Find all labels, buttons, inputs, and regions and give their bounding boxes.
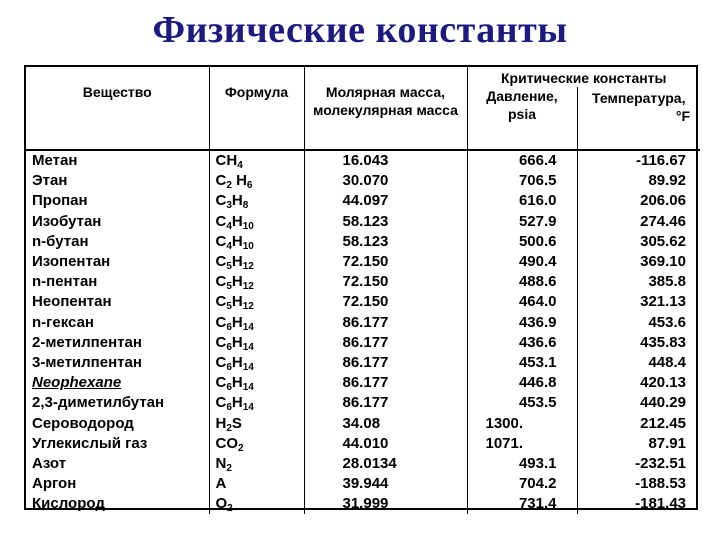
table-row xyxy=(26,150,700,171)
substance-name: n-гексан xyxy=(26,313,209,333)
molar-mass-value: 44.010 xyxy=(304,434,467,454)
formula-cell xyxy=(209,474,304,494)
table-row xyxy=(26,474,700,494)
header-substance: Вещество xyxy=(26,67,209,150)
formula-element: H xyxy=(215,414,227,432)
formula-element: C xyxy=(215,374,227,392)
formula-element: H xyxy=(226,152,238,170)
temperature-value: 321.13 xyxy=(640,293,686,311)
formula-subscript: 12 xyxy=(242,301,254,313)
table-row xyxy=(26,313,700,333)
molar-mass-value: 28.0134 xyxy=(304,454,467,474)
table-row xyxy=(26,292,700,312)
formula-subscript: 14 xyxy=(242,382,254,394)
pressure-value: 436.9 xyxy=(467,313,577,333)
formula-subscript: 8 xyxy=(242,200,249,212)
molar-mass-value: 34.08 xyxy=(304,413,467,433)
formula-cell xyxy=(209,232,304,252)
substance-name: 3-метилпентан xyxy=(26,353,209,373)
temperature-value: -188.53 xyxy=(635,475,686,493)
formula-subscript: 10 xyxy=(242,240,254,252)
temperature-value: 89.92 xyxy=(648,172,686,190)
molar-mass-value: 72.150 xyxy=(304,252,467,272)
table-row xyxy=(26,252,700,272)
formula-element: N xyxy=(215,454,227,472)
formula-subscript: 5 xyxy=(226,301,232,313)
temperature-value: 453.6 xyxy=(648,313,686,331)
formula-element: C xyxy=(215,212,227,230)
temperature-value: 274.46 xyxy=(640,212,686,230)
formula-subscript: 3 xyxy=(226,200,232,212)
pressure-value: 493.1 xyxy=(467,454,577,474)
formula-element: H xyxy=(231,394,243,412)
pressure-value: 706.5 xyxy=(467,171,577,191)
molar-mass-value: 39.944 xyxy=(304,474,467,494)
formula-cell xyxy=(209,191,304,211)
formula-element: H xyxy=(231,212,243,230)
table-row xyxy=(26,272,700,292)
formula-element: S xyxy=(231,414,242,432)
substance-name: Азот xyxy=(26,454,209,474)
formula-subscript: 6 xyxy=(226,402,232,414)
formula-element: H xyxy=(231,253,243,271)
formula-cell xyxy=(209,413,304,433)
formula-element: C xyxy=(215,353,227,371)
formula-subscript: 2 xyxy=(238,442,244,454)
molar-mass-value: 86.177 xyxy=(304,353,467,373)
pressure-value: 464.0 xyxy=(467,292,577,312)
molar-mass-value: 72.150 xyxy=(304,292,467,312)
substance-name: Метан xyxy=(26,150,209,171)
substance-name: Неопентан xyxy=(26,292,209,312)
molar-mass-value: 58.123 xyxy=(304,232,467,252)
substance-name: n-бутан xyxy=(26,232,209,252)
table-row xyxy=(26,373,700,393)
pressure-value: 731.4 xyxy=(467,494,577,514)
substance-name: Изобутан xyxy=(26,212,209,232)
formula-element: C xyxy=(215,293,227,311)
formula-element: C xyxy=(215,273,227,291)
formula-subscript: 2 xyxy=(226,180,232,192)
header-pressure: Давление, psia xyxy=(467,87,577,150)
formula-element: C xyxy=(215,253,227,271)
table-row xyxy=(26,413,700,433)
formula-element: H xyxy=(231,313,243,331)
formula-cell xyxy=(209,393,304,413)
substance-name: Углекислый газ xyxy=(26,434,209,454)
formula-subscript: 14 xyxy=(242,341,254,353)
pressure-value: 453.1 xyxy=(467,353,577,373)
pressure-value: 666.4 xyxy=(467,150,577,171)
formula-cell xyxy=(209,373,304,393)
substance-name: Кислород xyxy=(26,494,209,514)
substance-name: Этан xyxy=(26,171,209,191)
formula-subscript: 6 xyxy=(226,341,232,353)
formula-subscript: 2 xyxy=(226,422,232,434)
substance-name: n-пентан xyxy=(26,272,209,292)
formula-subscript: 6 xyxy=(226,382,232,394)
temperature-value: 420.13 xyxy=(640,374,686,392)
molar-mass-value: 86.177 xyxy=(304,393,467,413)
temperature-value: 305.62 xyxy=(640,232,686,250)
formula-cell xyxy=(209,313,304,333)
formula-cell xyxy=(209,252,304,272)
table-row xyxy=(26,393,700,413)
formula-subscript: 5 xyxy=(226,281,232,293)
temperature-value: 448.4 xyxy=(648,353,686,371)
formula-cell xyxy=(209,212,304,232)
formula-subscript: 12 xyxy=(242,281,254,293)
formula-element: C xyxy=(215,152,227,170)
formula-element: H xyxy=(231,374,243,392)
formula-element: H xyxy=(231,192,243,210)
table-body xyxy=(26,150,700,514)
pressure-value: 490.4 xyxy=(467,252,577,272)
formula-element: H xyxy=(231,232,243,250)
temperature-value: 206.06 xyxy=(640,192,686,210)
formula-element: C xyxy=(215,394,227,412)
substance-name: 2,3-диметилбутан xyxy=(26,393,209,413)
pressure-value: 488.6 xyxy=(467,272,577,292)
formula-subscript: 14 xyxy=(242,402,254,414)
pressure-value: 453.5 xyxy=(467,393,577,413)
formula-cell xyxy=(209,494,304,514)
molar-mass-value: 72.150 xyxy=(304,272,467,292)
temperature-value: -232.51 xyxy=(635,454,686,472)
formula-cell xyxy=(209,333,304,353)
temperature-value: -181.43 xyxy=(635,495,686,513)
molar-mass-value: 58.123 xyxy=(304,212,467,232)
formula-subscript: 14 xyxy=(242,321,254,333)
molar-mass-value: 86.177 xyxy=(304,373,467,393)
formula-element: C xyxy=(215,333,227,351)
formula-subscript: 12 xyxy=(242,261,254,273)
formula-subscript: 2 xyxy=(226,462,232,474)
temperature-value: 440.29 xyxy=(640,394,686,412)
temperature-value: 212.45 xyxy=(640,414,686,432)
formula-cell xyxy=(209,454,304,474)
table-row xyxy=(26,454,700,474)
formula-subscript: 4 xyxy=(237,160,243,172)
substance-name: Пропан xyxy=(26,191,209,211)
formula-subscript: 10 xyxy=(242,220,254,232)
header-molar-mass: Молярная масса, молекулярная масса xyxy=(304,67,467,150)
formula-element: A xyxy=(215,475,227,493)
table-row xyxy=(26,191,700,211)
table-header xyxy=(26,67,700,150)
header-critical-constants: Критические константы xyxy=(501,70,667,86)
formula-element: H xyxy=(231,333,243,351)
pressure-value: 446.8 xyxy=(467,373,577,393)
molar-mass-value: 86.177 xyxy=(304,313,467,333)
pressure-value: 1071. xyxy=(467,434,577,454)
pressure-value: 527.9 xyxy=(467,212,577,232)
formula-subscript: 6 xyxy=(226,321,232,333)
formula-cell xyxy=(209,353,304,373)
formula-subscript: 14 xyxy=(242,361,254,373)
table-row xyxy=(26,232,700,252)
formula-cell xyxy=(209,150,304,171)
molar-mass-value: 44.097 xyxy=(304,191,467,211)
pressure-value: 616.0 xyxy=(467,191,577,211)
formula-element: C xyxy=(215,172,227,190)
formula-cell xyxy=(209,434,304,454)
formula-element: C xyxy=(215,232,227,250)
substance-name: Neophexane xyxy=(26,373,209,393)
temperature-value: -116.67 xyxy=(635,152,686,170)
temperature-value: 369.10 xyxy=(640,253,686,271)
formula-element: C xyxy=(215,192,227,210)
table-row xyxy=(26,333,700,353)
formula-element: O xyxy=(215,495,228,513)
formula-cell xyxy=(209,272,304,292)
substance-name: 2-метилпентан xyxy=(26,333,209,353)
molar-mass-value: 30.070 xyxy=(304,171,467,191)
header-formula: Формула xyxy=(209,67,304,150)
molar-mass-value: 31.999 xyxy=(304,494,467,514)
pressure-value: 436.6 xyxy=(467,333,577,353)
substance-name: Изопентан xyxy=(26,252,209,272)
formula-element: H xyxy=(231,273,243,291)
formula-element: H xyxy=(231,293,243,311)
header-temperature-unit: °F xyxy=(675,108,690,124)
molar-mass-value: 16.043 xyxy=(304,150,467,171)
substance-name: Сероводород xyxy=(26,413,209,433)
formula-subscript: 2 xyxy=(227,503,233,515)
formula-cell xyxy=(209,292,304,312)
temperature-value: 385.8 xyxy=(648,273,686,291)
table-row xyxy=(26,171,700,191)
formula-subscript: 4 xyxy=(226,220,232,232)
formula-subscript: 6 xyxy=(246,180,253,192)
pressure-value: 1300. xyxy=(467,413,577,433)
molar-mass-value: 86.177 xyxy=(304,333,467,353)
formula-element: H xyxy=(231,353,243,371)
substance-name: Аргон xyxy=(26,474,209,494)
header-temperature xyxy=(577,87,700,150)
page-title: Физические константы xyxy=(152,9,568,51)
formula-element: CO xyxy=(215,434,238,452)
formula-subscript: 4 xyxy=(226,240,232,252)
pressure-value: 704.2 xyxy=(467,474,577,494)
constants-table xyxy=(24,65,698,515)
formula-element: H xyxy=(231,172,247,190)
formula-element: C xyxy=(215,313,227,331)
table-row xyxy=(26,494,700,514)
header-temperature-label: Температура, xyxy=(592,90,686,106)
temperature-value: 435.83 xyxy=(640,333,686,351)
pressure-value: 500.6 xyxy=(467,232,577,252)
formula-subscript: 6 xyxy=(226,361,232,373)
temperature-value: 87.91 xyxy=(648,434,686,452)
formula-cell xyxy=(209,171,304,191)
table-row xyxy=(26,434,700,454)
table-row xyxy=(26,212,700,232)
table-row xyxy=(26,353,700,373)
formula-subscript: 5 xyxy=(226,261,232,273)
